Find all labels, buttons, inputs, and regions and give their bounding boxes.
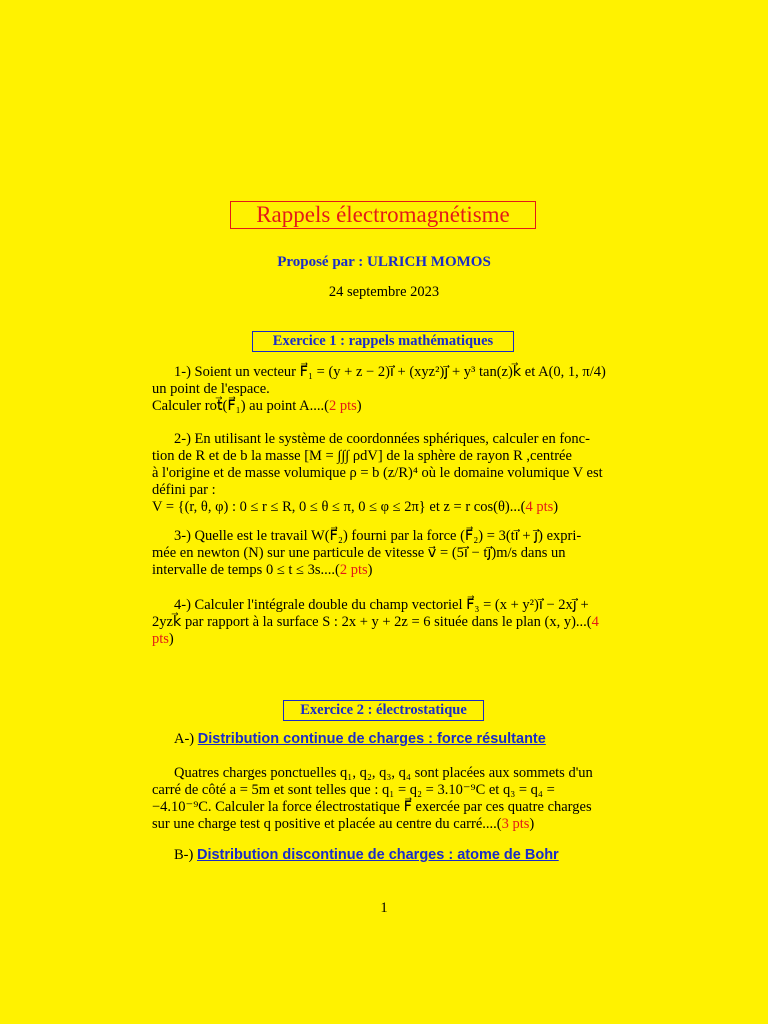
q2-line-1: 2-) En utilisant le système de coordonnées sphériques, calculer en fonc- [174, 431, 590, 447]
page-number: 1 [380, 900, 388, 916]
pa-line-2: carré de côté a = 5m et sont telles que : q₁ = q₂ = 3.10⁻⁹C et q₃ = q₄ = [152, 782, 555, 798]
q1-line-1: 1-) Soient un vecteur F⃗₁ = (y + z − 2)i⃗ + (xyz²)j⃗ + y³ tan(z)k⃗ et A(0, 1, π/4) [174, 364, 606, 380]
pa-line-1: Quatres charges ponctuelles q₁, q₂, q₃, q₄ sont placées aux sommets d'un [174, 765, 593, 781]
pa-line-4: sur une charge test q positive et placée au centre du carré....(3 pts) [152, 816, 535, 832]
part-a-title: Distribution continue de charges : force résultante [197, 731, 546, 747]
part-a-heading: A-) Distribution continue de charges : force résultante [174, 731, 546, 747]
points-badge: 4 pts [525, 499, 554, 515]
exercise-2-part-a-text [152, 765, 615, 833]
points-badge: 2 pts [339, 562, 368, 578]
exercise-1-question-4 [152, 597, 615, 648]
q1-line-2: un point de l'espace. [152, 381, 270, 397]
date-line: 24 septembre 2023 [328, 284, 440, 300]
q3-line-2: mée en newton (N) sur une particule de vitesse v⃗ = (5i⃗ − tj⃗)m/s dans un [152, 545, 566, 561]
q3-line-3: intervalle de temps 0 ≤ t ≤ 3s....(2 pts) [152, 562, 373, 578]
q4-line-2: 2yzk⃗ par rapport à la surface S : 2x + y + 2z = 6 située dans le plan (x, y)...(4 [152, 614, 599, 630]
author-line: Proposé par : ULRICH MOMOS [277, 254, 491, 270]
q2-line-2: tion de R et de b la masse [M = ∫∫∫ ρdV] de la sphère de rayon R ,centrée [152, 448, 572, 464]
points-badge: 4 [591, 614, 599, 630]
pa-line-3: −4.10⁻⁹C. Calculer la force électrostatique F⃗ exercée par ces quatre charges [152, 799, 592, 815]
part-b-heading: B-) Distribution discontinue de charges : atome de Bohr [174, 847, 559, 863]
exercise-1-heading: Exercice 1 : rappels mathématiques [252, 331, 514, 352]
points-badge: 3 pts [501, 816, 530, 832]
q4-line-3: pts) [152, 631, 174, 647]
document-title: Rappels électromagnétisme [230, 201, 536, 229]
q4-line-1: 4-) Calculer l'intégrale double du champ vectoriel F⃗₃ = (x + y²)i⃗ − 2xj⃗ + [174, 597, 589, 613]
q2-line-5: V = {(r, θ, φ) : 0 ≤ r ≤ R, 0 ≤ θ ≤ π, 0 ≤ φ ≤ 2π} et z = r cos(θ)...(4 pts) [152, 499, 559, 515]
exercise-1-question-3 [152, 528, 615, 579]
exercise-2-heading: Exercice 2 : électrostatique [283, 700, 484, 721]
q2-line-4: défini par : [152, 482, 216, 498]
exercise-1-question-2 [152, 431, 615, 516]
points-badge: pts [152, 631, 169, 647]
q2-line-3: à l'origine et de masse volumique ρ = b (z/R)⁴ où le domaine volumique V est [152, 465, 603, 481]
points-badge: 2 pts [328, 398, 357, 414]
q1-line-3: Calculer rot⃗(F⃗₁) au point A....(2 pts) [152, 398, 362, 414]
q3-line-1: 3-) Quelle est le travail W(F⃗₂) fourni par la force (F⃗₂) = 3(ti⃗ + j⃗) expri- [174, 528, 582, 544]
part-b-title: Distribution discontinue de charges : atome de Bohr [196, 847, 559, 863]
exercise-1-question-1 [152, 364, 615, 415]
